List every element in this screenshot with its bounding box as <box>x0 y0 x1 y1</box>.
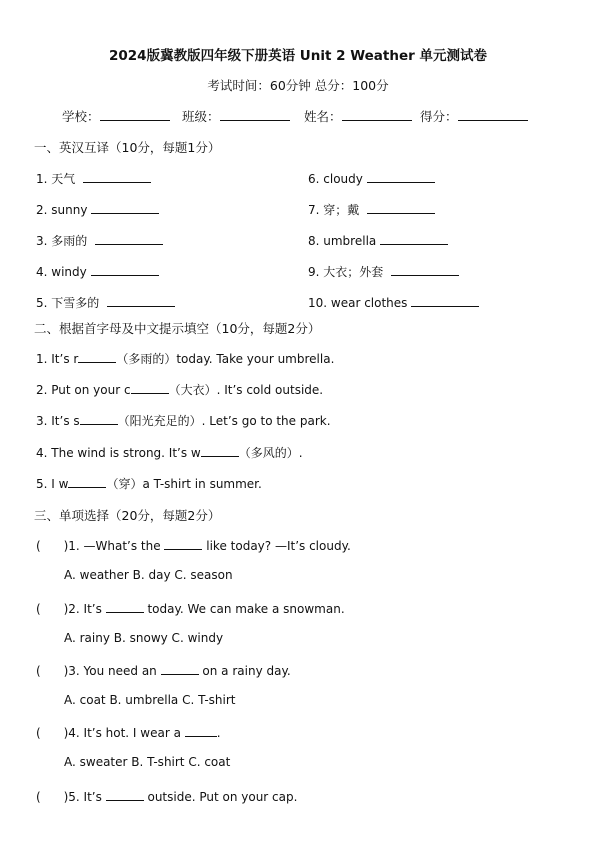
answer-blank <box>164 537 202 550</box>
answer-bracket[interactable]: ( <box>36 664 64 678</box>
name-field <box>304 107 412 125</box>
school-label: 学校： <box>62 109 100 124</box>
answer-blank[interactable] <box>367 170 435 183</box>
answer-blank <box>185 724 217 737</box>
item-text: 10. wear clothes <box>308 296 408 310</box>
item-suffix: （多雨的）today. Take your umbrella. <box>116 352 335 366</box>
answer-blank[interactable] <box>411 294 479 307</box>
item-text: 7. 穿；戴 <box>308 203 360 217</box>
class-blank[interactable] <box>220 108 290 121</box>
section-1-title: 一、英汉互译（10分，每题1分） <box>34 140 221 155</box>
score-label: 得分： <box>420 109 458 124</box>
item-text: 4. windy <box>36 265 87 279</box>
answer-blank[interactable] <box>367 201 435 214</box>
translation-item-4 <box>36 263 159 279</box>
translation-item-6 <box>308 170 435 186</box>
translation-item-2 <box>36 201 159 217</box>
choice-question-5 <box>36 788 297 804</box>
answer-blank[interactable] <box>391 263 459 276</box>
item-suffix: （多风的）. <box>238 446 303 460</box>
name-label: 姓名： <box>304 109 342 124</box>
class-field <box>182 107 290 125</box>
translation-item-5 <box>36 294 175 311</box>
choice-options-3: A. coat B. umbrella C. T-shirt <box>64 693 236 707</box>
choice-options-2: A. rainy B. snowy C. windy <box>64 631 224 645</box>
exam-info: 考试时间：60分钟 总分：100分 <box>207 78 389 93</box>
choice-question-4 <box>36 724 221 740</box>
answer-blank[interactable] <box>80 412 118 425</box>
item-prefix: 5. I w <box>36 477 69 491</box>
answer-blank[interactable] <box>201 444 239 457</box>
item-text: 1. 天气 <box>36 172 76 186</box>
item-prefix: 4. The wind is strong. It’s w <box>36 446 201 460</box>
question-prefix: )5. It’s <box>63 790 106 804</box>
answer-bracket[interactable]: ( <box>36 790 64 804</box>
translation-item-7 <box>308 201 435 218</box>
fill-item-3 <box>36 412 331 429</box>
answer-blank <box>106 600 144 613</box>
choice-options-1: A. weather B. day C. season <box>64 568 233 582</box>
name-blank[interactable] <box>342 108 412 121</box>
answer-blank[interactable] <box>95 232 163 245</box>
class-label: 班级： <box>182 109 220 124</box>
fill-item-4 <box>36 444 303 461</box>
answer-blank[interactable] <box>107 294 175 307</box>
translation-item-3 <box>36 232 163 249</box>
question-prefix: )3. You need an <box>63 664 161 678</box>
answer-blank[interactable] <box>68 475 106 488</box>
item-text: 6. cloudy <box>308 172 363 186</box>
question-suffix: on a rainy day. <box>198 664 291 678</box>
answer-bracket[interactable]: ( <box>36 539 64 553</box>
item-prefix: 2. Put on your c <box>36 383 131 397</box>
answer-blank[interactable] <box>83 170 151 183</box>
choice-question-3 <box>36 662 291 678</box>
item-suffix: （大衣）. It’s cold outside. <box>168 383 324 397</box>
answer-blank[interactable] <box>380 232 448 245</box>
section-2-title: 二、根据首字母及中文提示填空（10分，每题2分） <box>34 321 321 336</box>
item-text: 2. sunny <box>36 203 88 217</box>
item-prefix: 1. It’s r <box>36 352 79 366</box>
question-suffix: today. We can make a snowman. <box>143 602 345 616</box>
score-field <box>420 107 528 125</box>
answer-blank[interactable] <box>78 350 116 363</box>
question-suffix: . <box>216 726 221 740</box>
translation-item-10 <box>308 294 479 310</box>
score-blank[interactable] <box>458 108 528 121</box>
section-3-title: 三、单项选择（20分，每题2分） <box>34 508 221 523</box>
translation-item-8 <box>308 232 448 248</box>
question-suffix: outside. Put on your cap. <box>143 790 298 804</box>
translation-item-1 <box>36 170 151 187</box>
answer-bracket[interactable]: ( <box>36 602 64 616</box>
choice-question-2 <box>36 600 345 616</box>
item-suffix: （穿）a T-shirt in summer. <box>106 477 262 491</box>
answer-bracket[interactable]: ( <box>36 726 64 740</box>
fill-item-5 <box>36 475 262 492</box>
item-suffix: （阳光充足的）. Let’s go to the park. <box>117 414 331 428</box>
translation-item-9 <box>308 263 459 280</box>
answer-blank[interactable] <box>91 201 159 214</box>
school-blank[interactable] <box>100 108 170 121</box>
question-prefix: )2. It’s <box>63 602 106 616</box>
question-suffix: like today? —It’s cloudy. <box>202 539 351 553</box>
page-title: 2024版冀教版四年级下册英语 Unit 2 Weather 单元测试卷 <box>109 48 487 64</box>
fill-item-1 <box>36 350 334 367</box>
choice-question-1 <box>36 537 351 553</box>
choice-options-4: A. sweater B. T-shirt C. coat <box>64 755 231 769</box>
item-text: 9. 大衣；外套 <box>308 265 384 279</box>
answer-blank[interactable] <box>91 263 159 276</box>
question-prefix: )4. It’s hot. I wear a <box>63 726 185 740</box>
answer-blank <box>161 662 199 675</box>
school-field <box>62 107 170 125</box>
question-prefix: )1. —What’s the <box>63 539 165 553</box>
item-text: 5. 下雪多的 <box>36 296 100 310</box>
item-text: 8. umbrella <box>308 234 377 248</box>
item-prefix: 3. It’s s <box>36 414 80 428</box>
answer-blank[interactable] <box>131 381 169 394</box>
item-text: 3. 多雨的 <box>36 234 88 248</box>
answer-blank <box>106 788 144 801</box>
fill-item-2 <box>36 381 323 398</box>
